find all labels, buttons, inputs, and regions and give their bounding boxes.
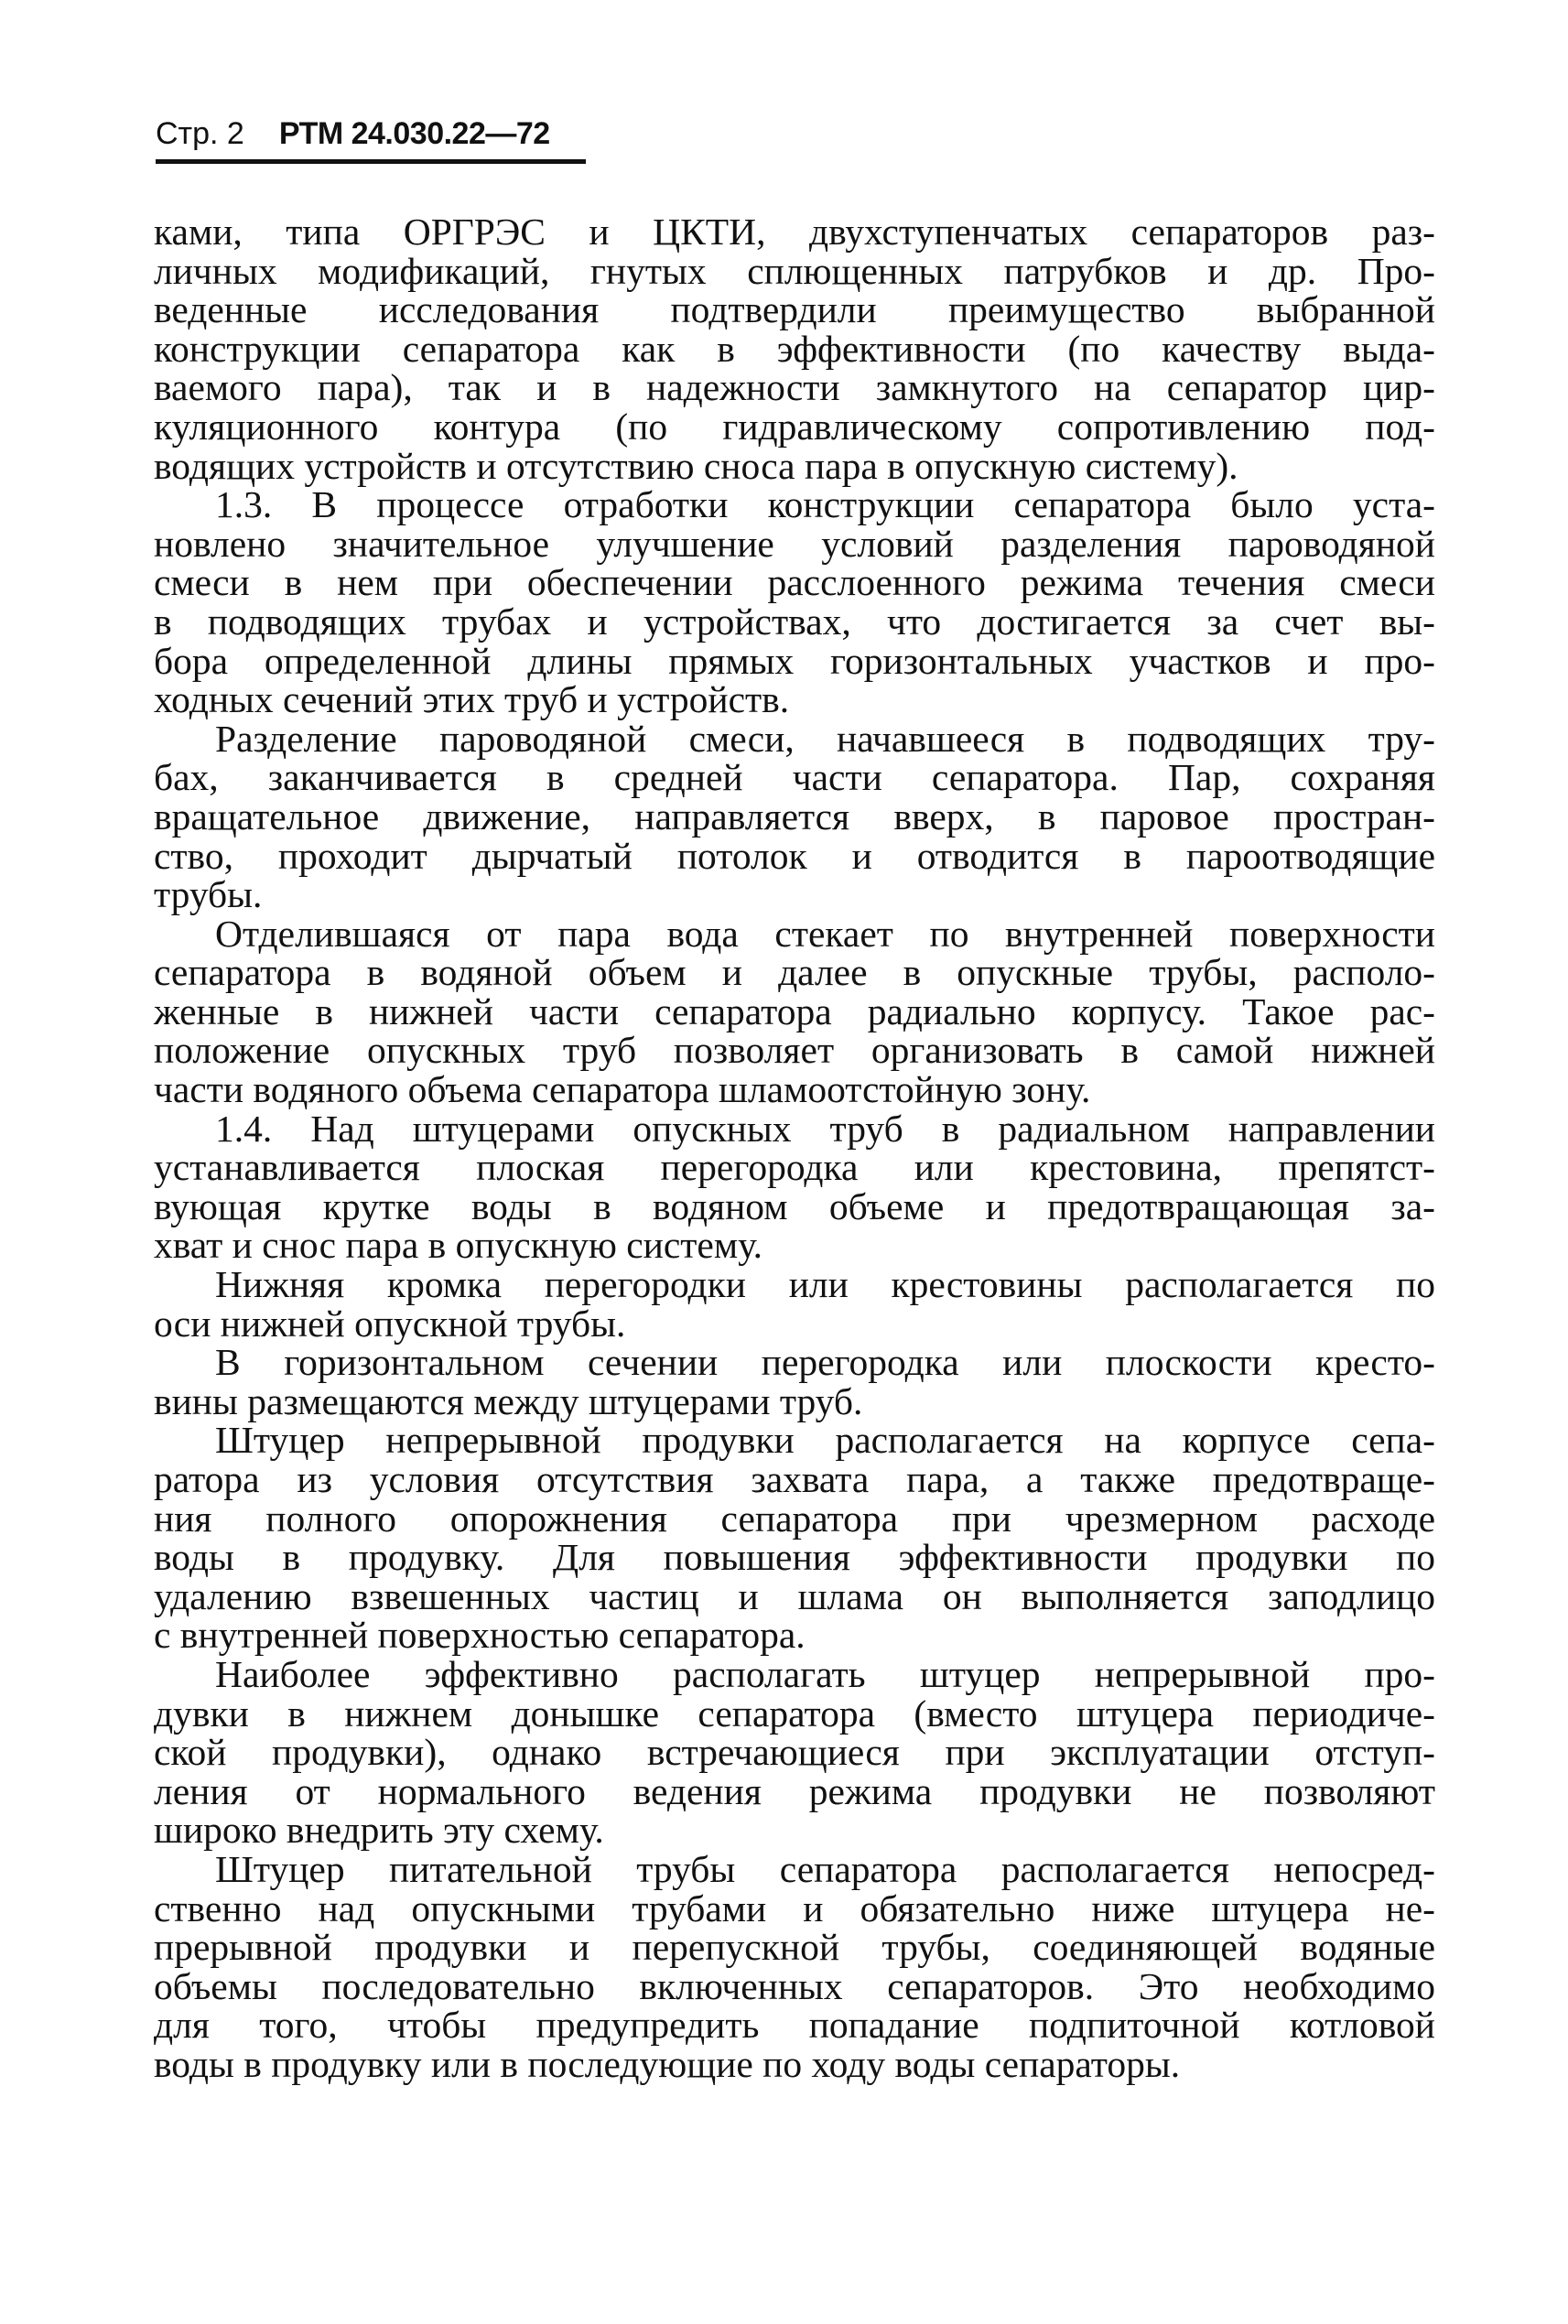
- text-line: Нижняя кромка перегородки или крестовины располагается по: [215, 1263, 1435, 1306]
- paragraph: [154, 914, 1435, 1109]
- text-line: с внутренней поверхностью сепаратора.: [154, 1614, 806, 1657]
- text-line: ками, типа ОРГРЭС и ЦКТИ, двухступенчатых сепараторов раз-: [154, 211, 1435, 253]
- text-line: конструкции сепаратора как в эффективности (по качеству выда-: [154, 327, 1435, 370]
- paragraph: [154, 719, 1435, 914]
- text-line: дувки в нижнем донышке сепаратора (вместо штуцера периодиче-: [154, 1692, 1435, 1735]
- text-line: хват и снос пара в опускную систему.: [154, 1224, 763, 1267]
- text-line: воды в продувку. Для повышения эффективности продувки по: [154, 1536, 1435, 1579]
- text-line: удалению взвешенных частиц и шлама он выполняется заподлицо: [154, 1574, 1435, 1617]
- document-code: РТМ 24.030.22—72: [278, 116, 550, 151]
- text-line: вующая крутке воды в водяном объеме и предотвращающая за-: [154, 1184, 1435, 1227]
- text-line: для того, чтобы предупредить попадание подпиточной котловой: [154, 2004, 1435, 2047]
- text-line: устанавливается плоская перегородка или крестовина, препятст-: [154, 1146, 1435, 1189]
- text-line: 1.3. В процессе отработки конструкции сепаратора было уста-: [215, 483, 1435, 526]
- page-header: [156, 108, 586, 164]
- text-line: трубы.: [154, 873, 263, 916]
- page-number: Стр. 2: [156, 116, 244, 151]
- paragraph: [154, 1343, 1435, 1421]
- text-line: женные в нижней части сепаратора радиально корпусу. Такое рас-: [154, 989, 1435, 1032]
- text-line: Отделившаяся от пара вода стекает по внутренней поверхности: [215, 912, 1435, 955]
- text-line: бах, заканчивается в средней части сепаратора. Пар, сохраняя: [154, 756, 1435, 799]
- text-line: смеси в нем при обеспечении расслоенного режима течения смеси: [154, 561, 1435, 604]
- text-line: веденные исследования подтвердили преимущество выбранной: [154, 288, 1435, 331]
- text-line: водящих устройств и отсутствию сноса пара в опускную систему).: [154, 444, 1238, 487]
- text-line: ходных сечений этих труб и устройств.: [154, 678, 790, 721]
- text-line: новлено значительное улучшение условий разделения пароводяной: [154, 522, 1435, 565]
- text-line: ской продувки), однако встречающиеся при эксплуатации отступ-: [154, 1731, 1435, 1774]
- text-line: Штуцер питательной трубы сепаратора располагается непосред-: [215, 1847, 1435, 1890]
- text-line: оси нижней опускной трубы.: [154, 1302, 626, 1345]
- text-line: объемы последовательно включенных сепараторов. Это необходимо: [154, 1964, 1435, 2007]
- text-line: в подводящих трубах и устройствах, что достигается за счет вы-: [154, 600, 1435, 643]
- text-line: бора определенной длины прямых горизонтальных участков и про-: [154, 639, 1435, 682]
- text-line: личных модификаций, гнутых сплющенных патрубков и др. Про-: [154, 249, 1435, 292]
- body-text: [154, 212, 1435, 2084]
- text-line: ления от нормального ведения режима продувки не позволяют: [154, 1769, 1435, 1812]
- paragraph-section-1-4: [154, 1109, 1435, 1265]
- text-line: куляционного контура (по гидравлическому сопротивлению под-: [154, 405, 1435, 448]
- paragraph: [154, 1421, 1435, 1655]
- text-line: сепаратора в водяной объем и далее в опускные трубы, располо-: [154, 951, 1435, 994]
- text-line: 1.4. Над штуцерами опускных труб в радиальном направлении: [215, 1107, 1435, 1150]
- paragraph: [154, 1847, 1435, 2085]
- text-line: вины размещаются между штуцерами труб.: [154, 1379, 863, 1422]
- text-line: воды в продувку или в последующие по ходу воды сепараторы.: [154, 2042, 1181, 2085]
- paragraph-section-1-3: [154, 485, 1435, 719]
- text-line: вращательное движение, направляется вверх, в паровое простран-: [154, 794, 1435, 838]
- text-line: прерывной продувки и перепускной трубы, соединяющей водяные: [154, 1926, 1435, 1969]
- text-line: части водяного объема сепаратора шламоотстойную зону.: [154, 1068, 1091, 1111]
- text-line: Наиболее эффективно располагать штуцер непрерывной про-: [215, 1652, 1435, 1695]
- text-line: ство, проходит дырчатый потолок и отводится в пароотводящие: [154, 834, 1435, 877]
- text-line: ственно над опускными трубами и обязательно ниже штуцера не-: [154, 1886, 1435, 1929]
- text-line: широко внедрить эту схему.: [154, 1809, 604, 1852]
- paragraph: [154, 1265, 1435, 1343]
- text-line: ваемого пара), так и в надежности замкнутого на сепаратор цир-: [154, 366, 1435, 409]
- text-line: В горизонтальном сечении перегородка или плоскости кресто-: [215, 1341, 1435, 1384]
- paragraph: [154, 1652, 1435, 1852]
- text-line: Разделение пароводяной смеси, начавшееся в подводящих тру-: [215, 717, 1435, 760]
- text-line: Штуцер непрерывной продувки располагается на корпусе сепа-: [215, 1419, 1435, 1462]
- text-line: ния полного опорожнения сепаратора при чрезмерном расходе: [154, 1497, 1435, 1540]
- paragraph: [154, 212, 1435, 485]
- text-line: положение опускных труб позволяет организовать в самой нижней: [154, 1029, 1435, 1072]
- text-line: ратора из условия отсутствия захвата пара, а также предотвраще-: [154, 1458, 1435, 1500]
